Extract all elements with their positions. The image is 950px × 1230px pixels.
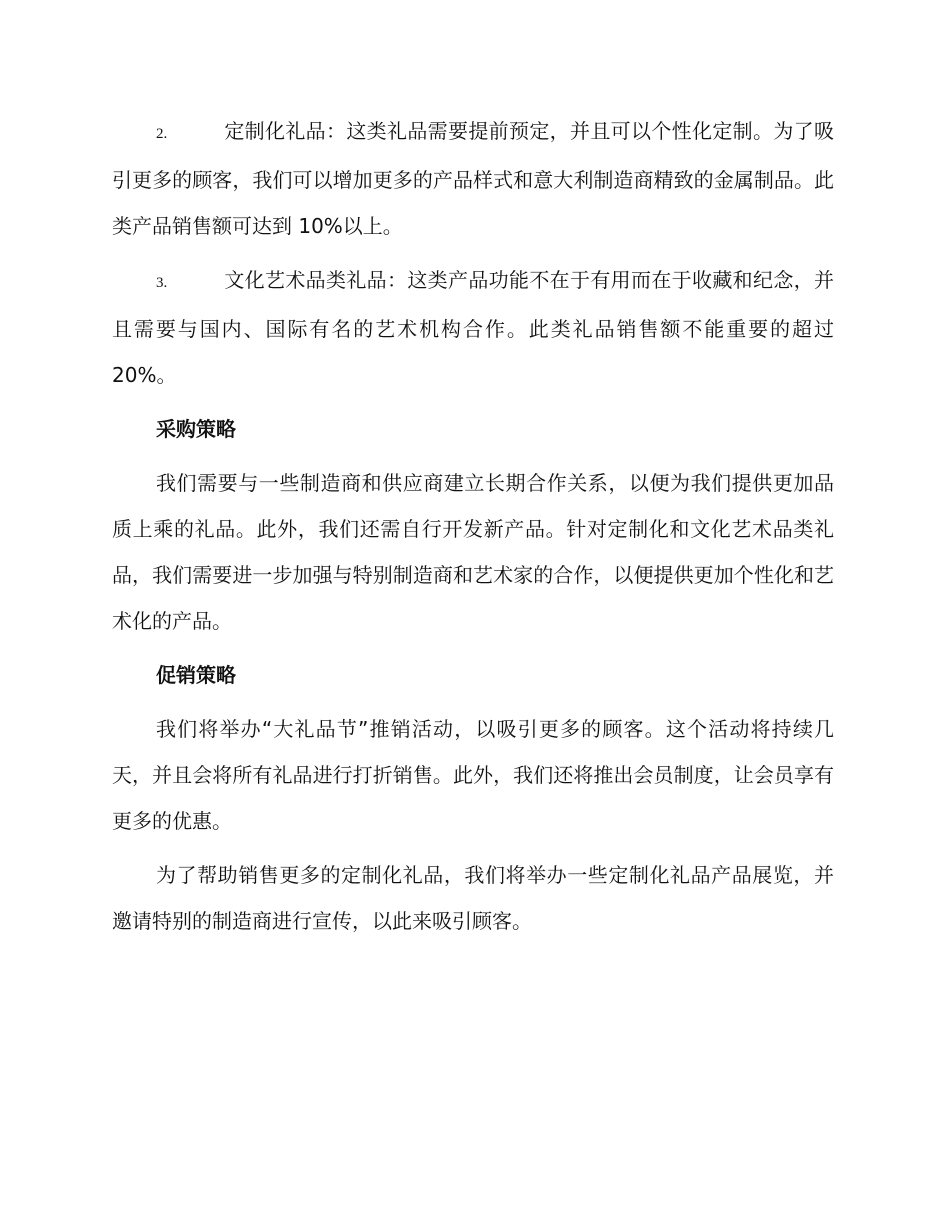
section-heading-promotion: 促销策略 (156, 663, 236, 687)
document-body (112, 108, 834, 952)
list-number: 3. (156, 275, 168, 291)
list-item-customized-gifts (112, 108, 834, 249)
paragraph-procurement: 我们需要与一些制造商和供应商建立长期合作关系，以便为我们提供更加品质上乘的礼品。此外，我们还需自行开发新产品。针对定制化和文化艺术品类礼品，我们需要进一步加强与特别制造商和艺术家的合作，以便提供更加个性化和艺术化的产品。 (112, 471, 834, 633)
list-item-text: 定制化礼品：这类礼品需要提前预定，并且可以个性化定制。为了吸引更多的顾客，我们可以增加更多的产品样式和意大利制造商精致的金属制品。此类产品销售额可达到 10%以上。 (112, 119, 834, 238)
list-item-cultural-art-gifts (112, 257, 834, 398)
list-number: 2. (156, 126, 168, 142)
paragraph-promotion-exhibition: 为了帮助销售更多的定制化礼品，我们将举办一些定制化礼品产品展览，并邀请特别的制造商进行宣传，以此来吸引顾客。 (112, 863, 834, 933)
section-heading-procurement: 采购策略 (156, 417, 236, 441)
list-item-text: 文化艺术品类礼品：这类产品功能不在于有用而在于收藏和纪念，并且需要与国内、国际有名的艺术机构合作。此类礼品销售额不能重要的超过 20%。 (112, 268, 834, 387)
paragraph-promotion-event: 我们将举办“大礼品节”推销活动，以吸引更多的顾客。这个活动将持续几天，并且会将所有礼品进行打折销售。此外，我们还将推出会员制度，让会员享有更多的优惠。 (112, 717, 834, 833)
